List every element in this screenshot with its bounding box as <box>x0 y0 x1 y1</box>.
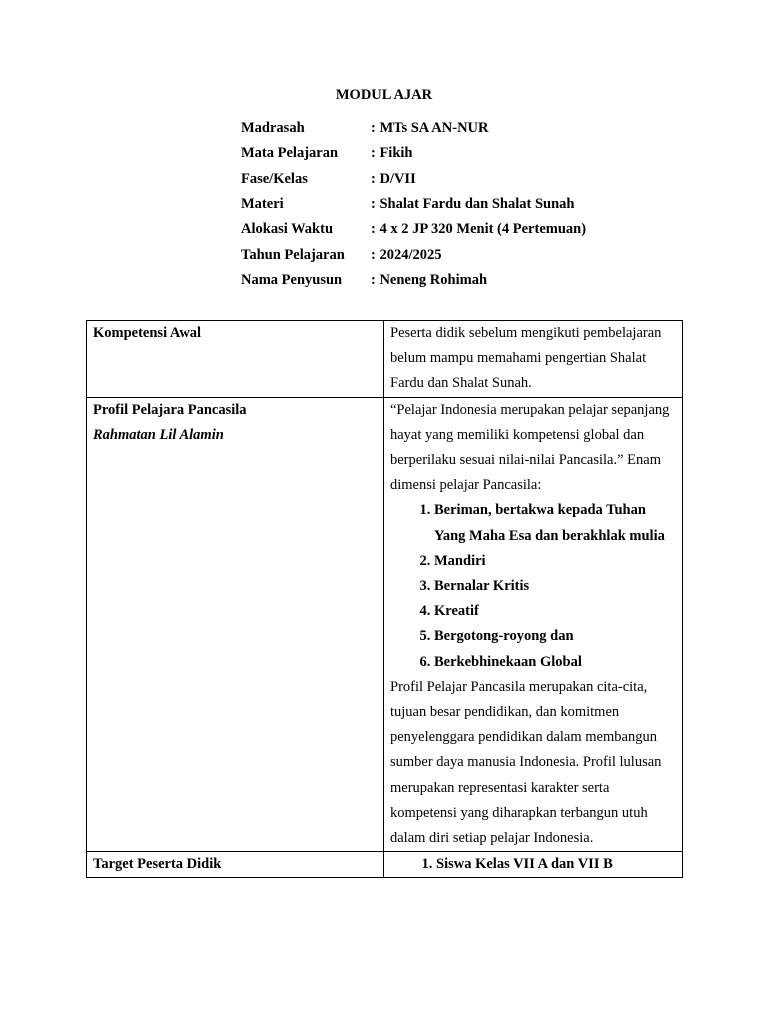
identity-key: Madrasah <box>241 120 305 137</box>
profil-label: Profil Pelajara Pancasila <box>93 401 247 418</box>
dimension-list <box>390 498 676 674</box>
document-title: MODUL AJAR <box>335 87 433 103</box>
profil-content-cell <box>384 397 683 852</box>
list-item: 1. Beriman, bertakwa kepada Tuhan Yang Maha Esa dan berakhlak mulia <box>434 498 676 548</box>
identity-key: Fase/Kelas <box>241 170 308 187</box>
identity-value: : Neneng Rohimah <box>371 271 488 288</box>
kompetensi-awal-text: Peserta didik sebelum mengikuti pembelajaran belum mampu memahami pengertian Shalat Fardu dan Shalat Sunah. <box>390 325 662 392</box>
list-item: 2. Mandiri <box>434 549 676 574</box>
target-label-cell <box>87 852 384 878</box>
identity-key: Tahun Pelajaran <box>241 246 345 263</box>
row-kompetensi-awal <box>87 321 683 398</box>
identity-value: : D/VII <box>371 170 416 187</box>
profil-intro: “Pelajar Indonesia merupakan pelajar sepanjang hayat yang memiliki kompetensi global dan berperilaku sesuai nilai-nilai Pancasila.” Enam dimensi pelajar Pancasila: <box>390 401 670 494</box>
identity-key: Mata Pelajaran <box>241 145 339 162</box>
identity-value: : 4 x 2 JP 320 Menit (4 Pertemuan) <box>371 221 587 238</box>
kompetensi-awal-label: Kompetensi Awal <box>93 325 202 341</box>
profil-sublabel: Rahmatan Lil Alamin <box>93 426 224 443</box>
target-list <box>390 852 676 877</box>
identity-key: Nama Penyusun <box>241 271 343 288</box>
target-content-cell <box>384 852 683 878</box>
list-item: 5. Bergotong-royong dan <box>434 624 676 649</box>
identity-key: Alokasi Waktu <box>241 221 334 238</box>
list-item: 3. Bernalar Kritis <box>434 574 676 599</box>
profil-label-cell <box>87 397 384 852</box>
list-item: 1. Siswa Kelas VII A dan VII B <box>436 852 676 877</box>
identity-value: : 2024/2025 <box>371 246 442 263</box>
target-label: Target Peserta Didik <box>93 856 222 873</box>
identity-row-materi <box>241 192 586 217</box>
identity-row-mata-pelajaran <box>241 141 586 166</box>
identity-table <box>241 116 586 293</box>
list-item: 6. Berkebhinekaan Global <box>434 650 676 675</box>
identity-value: : Shalat Fardu dan Shalat Sunah <box>371 196 575 213</box>
identity-row-tahun-pelajaran <box>241 242 586 267</box>
row-target-peserta-didik <box>87 852 683 878</box>
identity-value: : MTs SA AN-NUR <box>371 120 489 137</box>
identity-row-nama-penyusun <box>241 268 586 293</box>
row-profil-pelajar-pancasila <box>87 397 683 852</box>
module-content-table <box>86 320 683 878</box>
profil-closing: Profil Pelajar Pancasila merupakan cita-cita, tujuan besar pendidikan, dan komitmen penyelenggara pendidikan dalam membangun sumber daya manusia Indonesia. Profil lulusan merupakan representasi karakter serta kompetensi yang diharapkan terbangun utuh dalam diri setiap pelajar Indonesia. <box>390 678 662 847</box>
identity-row-fase-kelas <box>241 167 586 192</box>
identity-row-alokasi-waktu <box>241 217 586 242</box>
identity-row-madrasah <box>241 116 586 141</box>
kompetensi-awal-label-cell <box>87 321 384 398</box>
identity-value: : Fikih <box>371 145 413 162</box>
kompetensi-awal-text-cell <box>384 321 683 398</box>
list-item: 4. Kreatif <box>434 599 676 624</box>
identity-key: Materi <box>241 196 284 213</box>
